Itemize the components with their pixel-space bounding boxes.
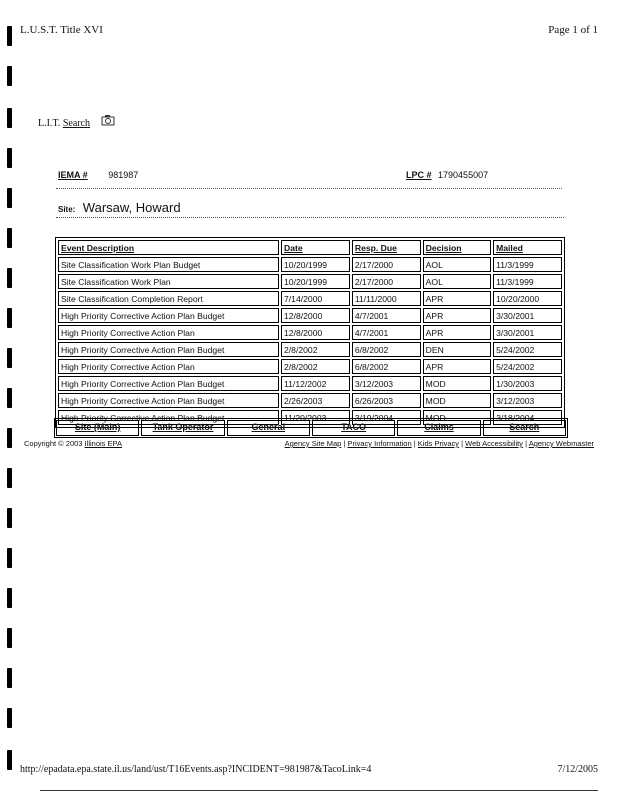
divider	[56, 188, 562, 189]
cell-mailed: 1/30/2003	[493, 376, 562, 391]
scan-mark	[7, 66, 12, 86]
cell-decision: MOD	[423, 410, 491, 425]
search-link[interactable]: Search	[62, 118, 91, 129]
footer-links: Agency Site Map | Privacy Information | Kids Privacy | Web Accessibility | Agency Webmaster	[284, 439, 594, 448]
copyright	[24, 439, 122, 448]
print-date: 7/12/2005	[557, 764, 598, 775]
iema-label: IEMA #	[58, 170, 88, 180]
cell-event: Site Classification Work Plan Budget	[58, 257, 279, 272]
cell-date: 2/8/2002	[281, 359, 350, 374]
cell-event: High Priority Corrective Action Plan	[58, 325, 279, 340]
cell-mailed: 3/30/2001	[493, 308, 562, 323]
table-row	[58, 274, 562, 289]
scan-mark	[7, 628, 12, 648]
cell-decision: APR	[423, 291, 491, 306]
table-row	[58, 291, 562, 306]
camera-icon[interactable]	[101, 118, 115, 129]
scan-mark	[7, 188, 12, 208]
cell-resp-due: 11/11/2000	[352, 291, 421, 306]
scan-mark	[7, 708, 12, 728]
nav-taco[interactable]: TACO	[312, 420, 395, 436]
divider	[40, 790, 598, 791]
nav-general[interactable]: General	[227, 420, 310, 436]
cell-date: 10/20/1999	[281, 274, 350, 289]
cell-event: High Priority Corrective Action Plan	[58, 359, 279, 374]
col-resp-due: Resp. Due	[352, 240, 421, 255]
scan-mark	[7, 26, 12, 46]
table-row	[58, 257, 562, 272]
cell-decision: APR	[423, 359, 491, 374]
site-name: Warsaw, Howard	[82, 200, 181, 215]
cell-mailed: 11/3/1999	[493, 257, 562, 272]
lpc-field	[406, 170, 488, 180]
cell-date: 10/20/1999	[281, 257, 350, 272]
lpc-value: 1790455007	[438, 170, 489, 180]
table-row	[58, 359, 562, 374]
scan-mark	[7, 548, 12, 568]
cell-resp-due: 4/7/2001	[352, 325, 421, 340]
footer-link-privacy[interactable]: Privacy Information	[347, 439, 412, 448]
cell-mailed: 3/30/2001	[493, 325, 562, 340]
print-header-title: L.U.S.T. Title XVI	[20, 24, 103, 36]
iema-value: 981987	[108, 170, 139, 180]
cell-date: 7/14/2000	[281, 291, 350, 306]
cell-resp-due: 4/7/2001	[352, 308, 421, 323]
footer-link-site-map[interactable]: Agency Site Map	[284, 439, 342, 448]
cell-date: 2/26/2003	[281, 393, 350, 408]
scan-mark	[7, 428, 12, 448]
cell-event: High Priority Corrective Action Plan Budget	[58, 376, 279, 391]
cell-decision: APR	[423, 308, 491, 323]
footer-link-accessibility[interactable]: Web Accessibility	[465, 439, 523, 448]
col-event-description: Event Description	[58, 240, 279, 255]
cell-resp-due: 3/19/2004	[352, 410, 421, 425]
scan-mark	[7, 508, 12, 528]
footer-link-kids-privacy[interactable]: Kids Privacy	[417, 439, 460, 448]
lpc-label: LPC #	[406, 170, 432, 180]
scan-mark	[7, 750, 12, 770]
iema-field	[58, 170, 138, 180]
table-row	[58, 393, 562, 408]
scan-mark	[7, 148, 12, 168]
cell-event: High Priority Corrective Action Plan Budget	[58, 410, 279, 425]
cell-mailed: 5/24/2002	[493, 342, 562, 357]
scan-mark	[7, 668, 12, 688]
footer-link-webmaster[interactable]: Agency Webmaster	[528, 439, 594, 448]
lit-search	[38, 114, 115, 129]
scan-mark	[7, 108, 12, 128]
divider	[56, 217, 564, 218]
nav-search[interactable]: Search	[483, 420, 566, 436]
scan-mark	[7, 228, 12, 248]
scan-mark	[7, 268, 12, 288]
illinois-epa-link[interactable]: Illinois EPA	[84, 439, 122, 448]
cell-decision: APR	[423, 325, 491, 340]
copyright-text: Copyright © 2003	[24, 439, 83, 448]
cell-date: 11/20/2003	[281, 410, 350, 425]
cell-resp-due: 2/17/2000	[352, 274, 421, 289]
scan-mark	[7, 468, 12, 488]
table-row	[58, 342, 562, 357]
cell-decision: AOL	[423, 257, 491, 272]
cell-event: High Priority Corrective Action Plan Budget	[58, 342, 279, 357]
cell-decision: MOD	[423, 393, 491, 408]
col-mailed: Mailed	[493, 240, 562, 255]
cell-mailed: 10/20/2000	[493, 291, 562, 306]
cell-event: High Priority Corrective Action Plan Budget	[58, 308, 279, 323]
nav-claims[interactable]: Claims	[397, 420, 480, 436]
cell-date: 11/12/2002	[281, 376, 350, 391]
nav-bar	[54, 418, 568, 438]
cell-decision: MOD	[423, 376, 491, 391]
cell-mailed: 3/12/2003	[493, 393, 562, 408]
cell-event: Site Classification Completion Report	[58, 291, 279, 306]
table-row	[58, 325, 562, 340]
print-url: http://epadata.epa.state.il.us/land/ust/T16Events.asp?INCIDENT=981987&TacoLink=4	[20, 764, 372, 775]
lit-label: L.I.T.	[38, 118, 61, 129]
cell-date: 12/8/2000	[281, 325, 350, 340]
cell-event: Site Classification Work Plan	[58, 274, 279, 289]
cell-event: High Priority Corrective Action Plan Budget	[58, 393, 279, 408]
scan-mark	[7, 588, 12, 608]
cell-mailed: 3/18/2004	[493, 410, 562, 425]
col-decision: Decision	[423, 240, 491, 255]
nav-tank-operator[interactable]: Tank Operator	[141, 420, 224, 436]
nav-site-main[interactable]: Site (Main)	[56, 420, 139, 436]
cell-resp-due: 3/12/2003	[352, 376, 421, 391]
cell-date: 2/8/2002	[281, 342, 350, 357]
site-field	[58, 199, 181, 217]
table-row	[58, 308, 562, 323]
print-page-number: Page 1 of 1	[548, 24, 598, 36]
scan-mark	[7, 308, 12, 328]
cell-mailed: 11/3/1999	[493, 274, 562, 289]
site-label: Site:	[58, 205, 76, 214]
cell-decision: AOL	[423, 274, 491, 289]
cell-resp-due: 6/8/2002	[352, 342, 421, 357]
table-header-row	[58, 240, 562, 255]
cell-resp-due: 6/8/2002	[352, 359, 421, 374]
events-table	[55, 237, 565, 428]
table-row	[58, 376, 562, 391]
scan-mark	[7, 388, 12, 408]
cell-date: 12/8/2000	[281, 308, 350, 323]
cell-mailed: 5/24/2002	[493, 359, 562, 374]
scan-mark	[7, 348, 12, 368]
col-date: Date	[281, 240, 350, 255]
cell-decision: DEN	[423, 342, 491, 357]
cell-resp-due: 6/26/2003	[352, 393, 421, 408]
cell-resp-due: 2/17/2000	[352, 257, 421, 272]
